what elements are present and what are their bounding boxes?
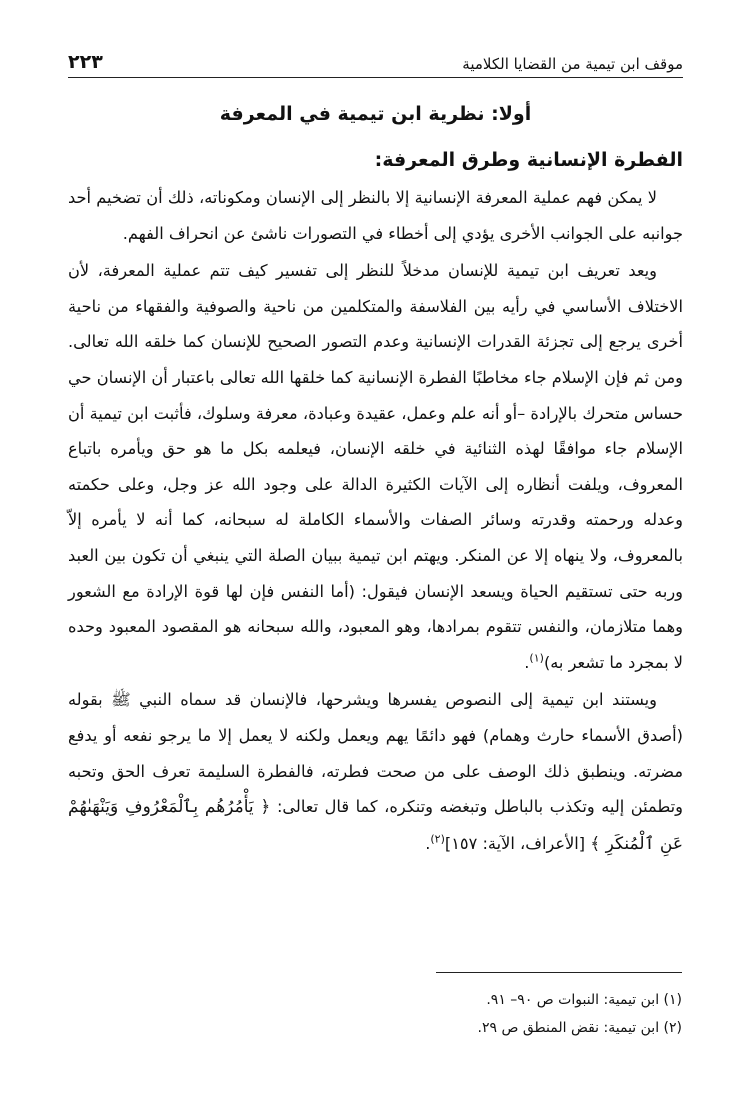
verse-citation: [الأعراف، الآية: ١٥٧] <box>444 833 586 853</box>
paragraph-2 <box>68 253 683 680</box>
page-number: ٢٢٣ <box>68 51 103 73</box>
subheading: الفطرة الإنسانية وطرق المعرفة: <box>374 149 683 171</box>
paragraph-3-end: . <box>425 833 431 853</box>
footnote-2: (٢) ابن تيمية: نقض المنطق ص ٢٩. <box>477 1020 682 1036</box>
footnote-1: (١) ابن تيمية: النبوات ص ٩٠– ٩١. <box>486 992 682 1008</box>
footnotes <box>67 986 682 1042</box>
page-body <box>68 96 683 864</box>
running-header <box>68 44 683 78</box>
paragraph-2-text: ويعد تعريف ابن تيمية للإنسان مدخلاً للنظر إلى تفسير كيف تتم عملية المعرفة، لأن الاختلاف الأساسي في رأيه بين الفلاسفة والمتكلمين من ناحية والصوفية والفقهاء من ناحية أخرى يرجع إلى تجزئة القدرات الإنسانية وعدم التصور الصحيح للإنسان كما خلقه الله تعالى. ومن ثم فإن الإسلام جاء مخاطبًا الفطرة الإنسانية كما خلقها الله تعالى باعتبار أن الإنسان حي حساس متحرك بالإرادة –أو أنه علم وعمل، عقيدة وعبادة، معرفة وسلوك، فأثبت ابن تيمية أن الإسلام جاء موافقًا لهذه الثنائية في خلقه الإنسان، فيعلمه بكل ما هو حق ويأمره باتباع المعروف، ويلفت أنظاره إلى الآيات الكثيرة الدالة على وجود الله عز وجل، وعلى حكمته وعدله ورحمته وقدرته وسائر الصفات والأسماء الكاملة له سبحانه، كما أنه لا يأمره إلاّ بالمعروف، ولا ينهاه إلا عن المنكر. ويهتم ابن تيمية ببيان الصلة التي ينبغي أن تكون بين العبد وربه حتى تستقيم الحياة ويسعد الإنسان فيقول: (أما النفس فإن لها قوة الإرادة مع الشعور وهما متلازمان، والنفس تتقوم بمرادها، وهو المعبود، والله سبحانه هو المقصود المعبود وحده لا بمجرد ما تشعر به) <box>68 261 683 672</box>
quran-verse: ﴿ يَأْمُرُهُم بِٱلْمَعْرُوفِ وَيَنْهَىٰهُمْ عَنِ ٱلْمُنكَرِ ﴾ <box>68 797 683 854</box>
footnote-divider <box>436 972 682 973</box>
footnote-ref-2: (٢) <box>430 832 445 846</box>
paragraph-1: لا يمكن فهم عملية المعرفة الإنسانية إلا بالنظر إلى الإنسان ومكوناته، ذلك أن تضخيم أحد جوانبه على الجوانب الأخرى يؤدي إلى أخطاء في التصورات ناشئ عن انحراف الفهم. <box>68 188 683 243</box>
paragraph-2-end: . <box>524 652 530 672</box>
book-title: موقف ابن تيمية من القضايا الكلامية <box>462 55 683 73</box>
footnote-ref-1: (١) <box>529 651 544 665</box>
paragraph-3 <box>68 682 683 862</box>
section-heading: أولا: نظرية ابن تيمية في المعرفة <box>219 103 532 125</box>
paragraph-3-text: ويستند ابن تيمية إلى النصوص يفسرها ويشرحها، فالإنسان قد سماه النبي ﷺ بقوله (أصدق الأسماء حارث وهمام) فهو دائمًا يهم ويعمل ولكنه لا يعمل إلا ما يرجو نفعه أو يدفع مضرته. وينطبق ذلك الوصف على من صحت فطرته، فالفطرة السليمة تعرف الحق وتحبه وتطمئن إليه وتكذب بالباطل وتبغضه وتنكره، كما قال تعالى: <box>68 690 683 817</box>
